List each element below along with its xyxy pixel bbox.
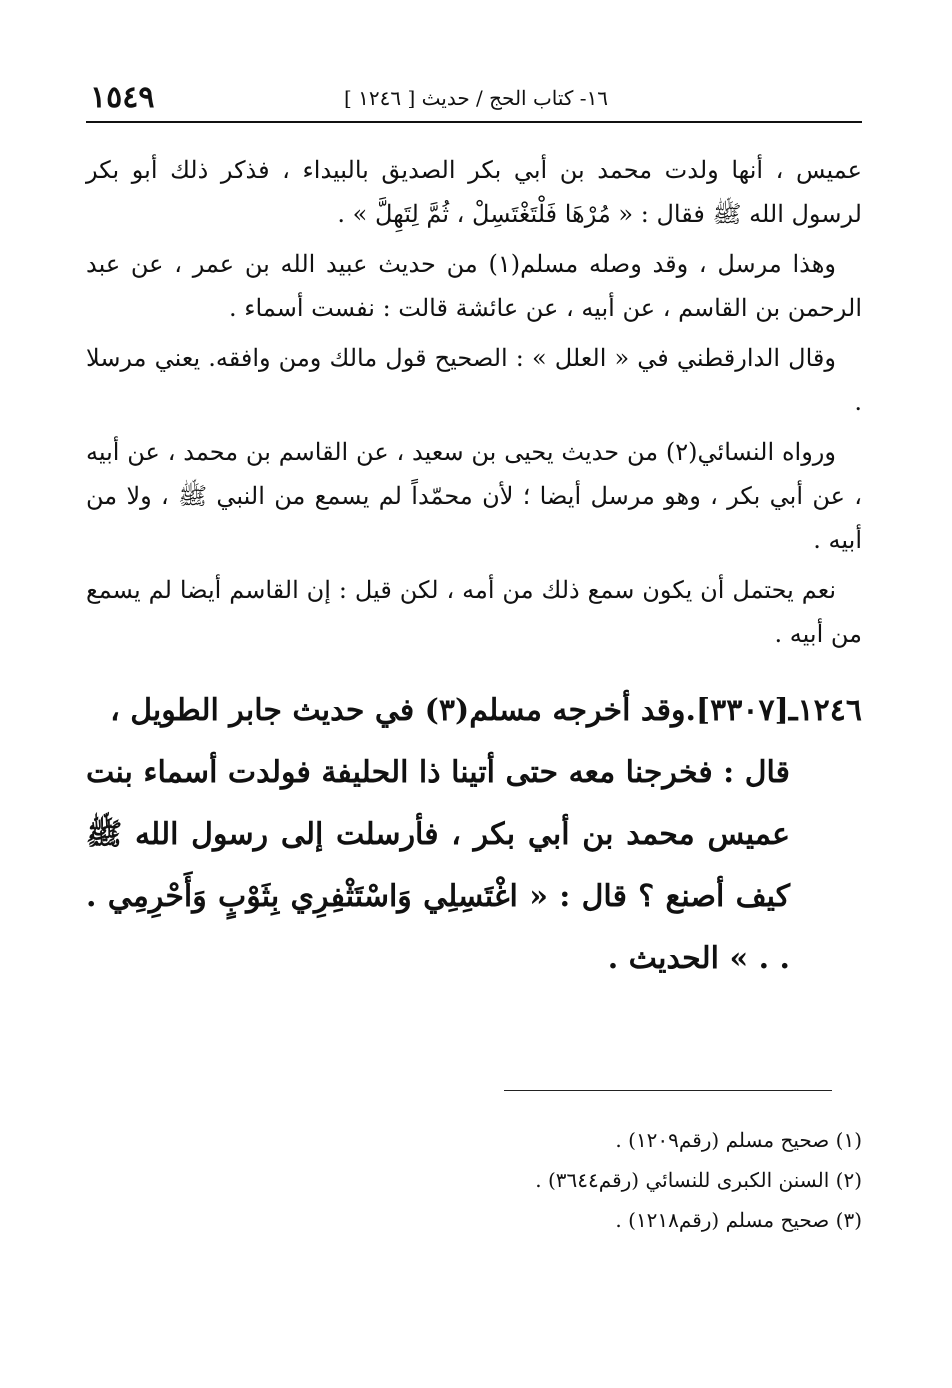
hadith-number: ١٢٤٦ـ[٣٣٠٧] (695, 693, 862, 728)
paragraph-5: نعم يحتمل أن يكون سمع ذلك من أمه ، لكن قيل : إن القاسم أيضا لم يسمع من أبيه . (86, 576, 862, 648)
hadith-block (86, 680, 862, 990)
header-rule (86, 121, 862, 123)
paragraph-1: عميس ، أنها ولدت محمد بن أبي بكر الصديق بالبيداء ، فذكر ذلك أبو بكر لرسول الله ﷺ فقال : « مُرْهَا فَلْتَغْتَسِلْ ، ثُمَّ لِتَهِلَّ » . (86, 156, 862, 228)
paragraph-3: وقال الدارقطني في « العلل » : الصحيح قول مالك ومن وافقه. يعني مرسلا . (86, 344, 862, 416)
footnotes (162, 1120, 862, 1240)
hadith-text: قال : فخرجنا معه حتى أتينا ذا الحليفة فولدت أسماء بنت عميس محمد بن أبي بكر ، فأرسلت إلى رسول الله ﷺ كيف أصنع ؟ قال : « اغْتَسِلِي وَاسْتَثْفِرِي بِثَوْبٍ وَأَحْرِمِي . . . » الحديث . (86, 755, 790, 976)
main-text (86, 148, 862, 990)
paragraph-2: وهذا مرسل ، وقد وصله مسلم(١) من حديث عبيد الله بن عمر ، عن عبد الرحمن بن القاسم ، عن أبيه ، عن عائشة قالت : نفست أسماء . (86, 250, 862, 322)
footnote-2: (٢) السنن الكبرى للنسائي (رقم٣٦٤٤) . (535, 1168, 862, 1192)
page-header (86, 80, 866, 116)
footnote-3: (٣) صحيح مسلم (رقم١٢١٨) . (615, 1208, 862, 1232)
footnote-1: (١) صحيح مسلم (رقم١٢٠٩) . (615, 1128, 862, 1152)
page-number: ١٥٤٩ (90, 80, 155, 115)
hadith-lead: .وقد أخرجه مسلم(٣) في حديث جابر الطويل ، (110, 693, 696, 728)
paragraph-4: ورواه النسائي(٢) من حديث يحيى بن سعيد ، عن القاسم بن محمد ، عن أبيه ، عن أبي بكر ، وهو مرسل أيضا ؛ لأن محمّداً لم يسمع من النبي ﷺ ، ولا من أبيه . (86, 438, 862, 554)
footnote-separator (504, 1090, 832, 1091)
running-title: ١٦- كتاب الحج / حديث [ ١٢٤٦ ] (343, 86, 609, 110)
